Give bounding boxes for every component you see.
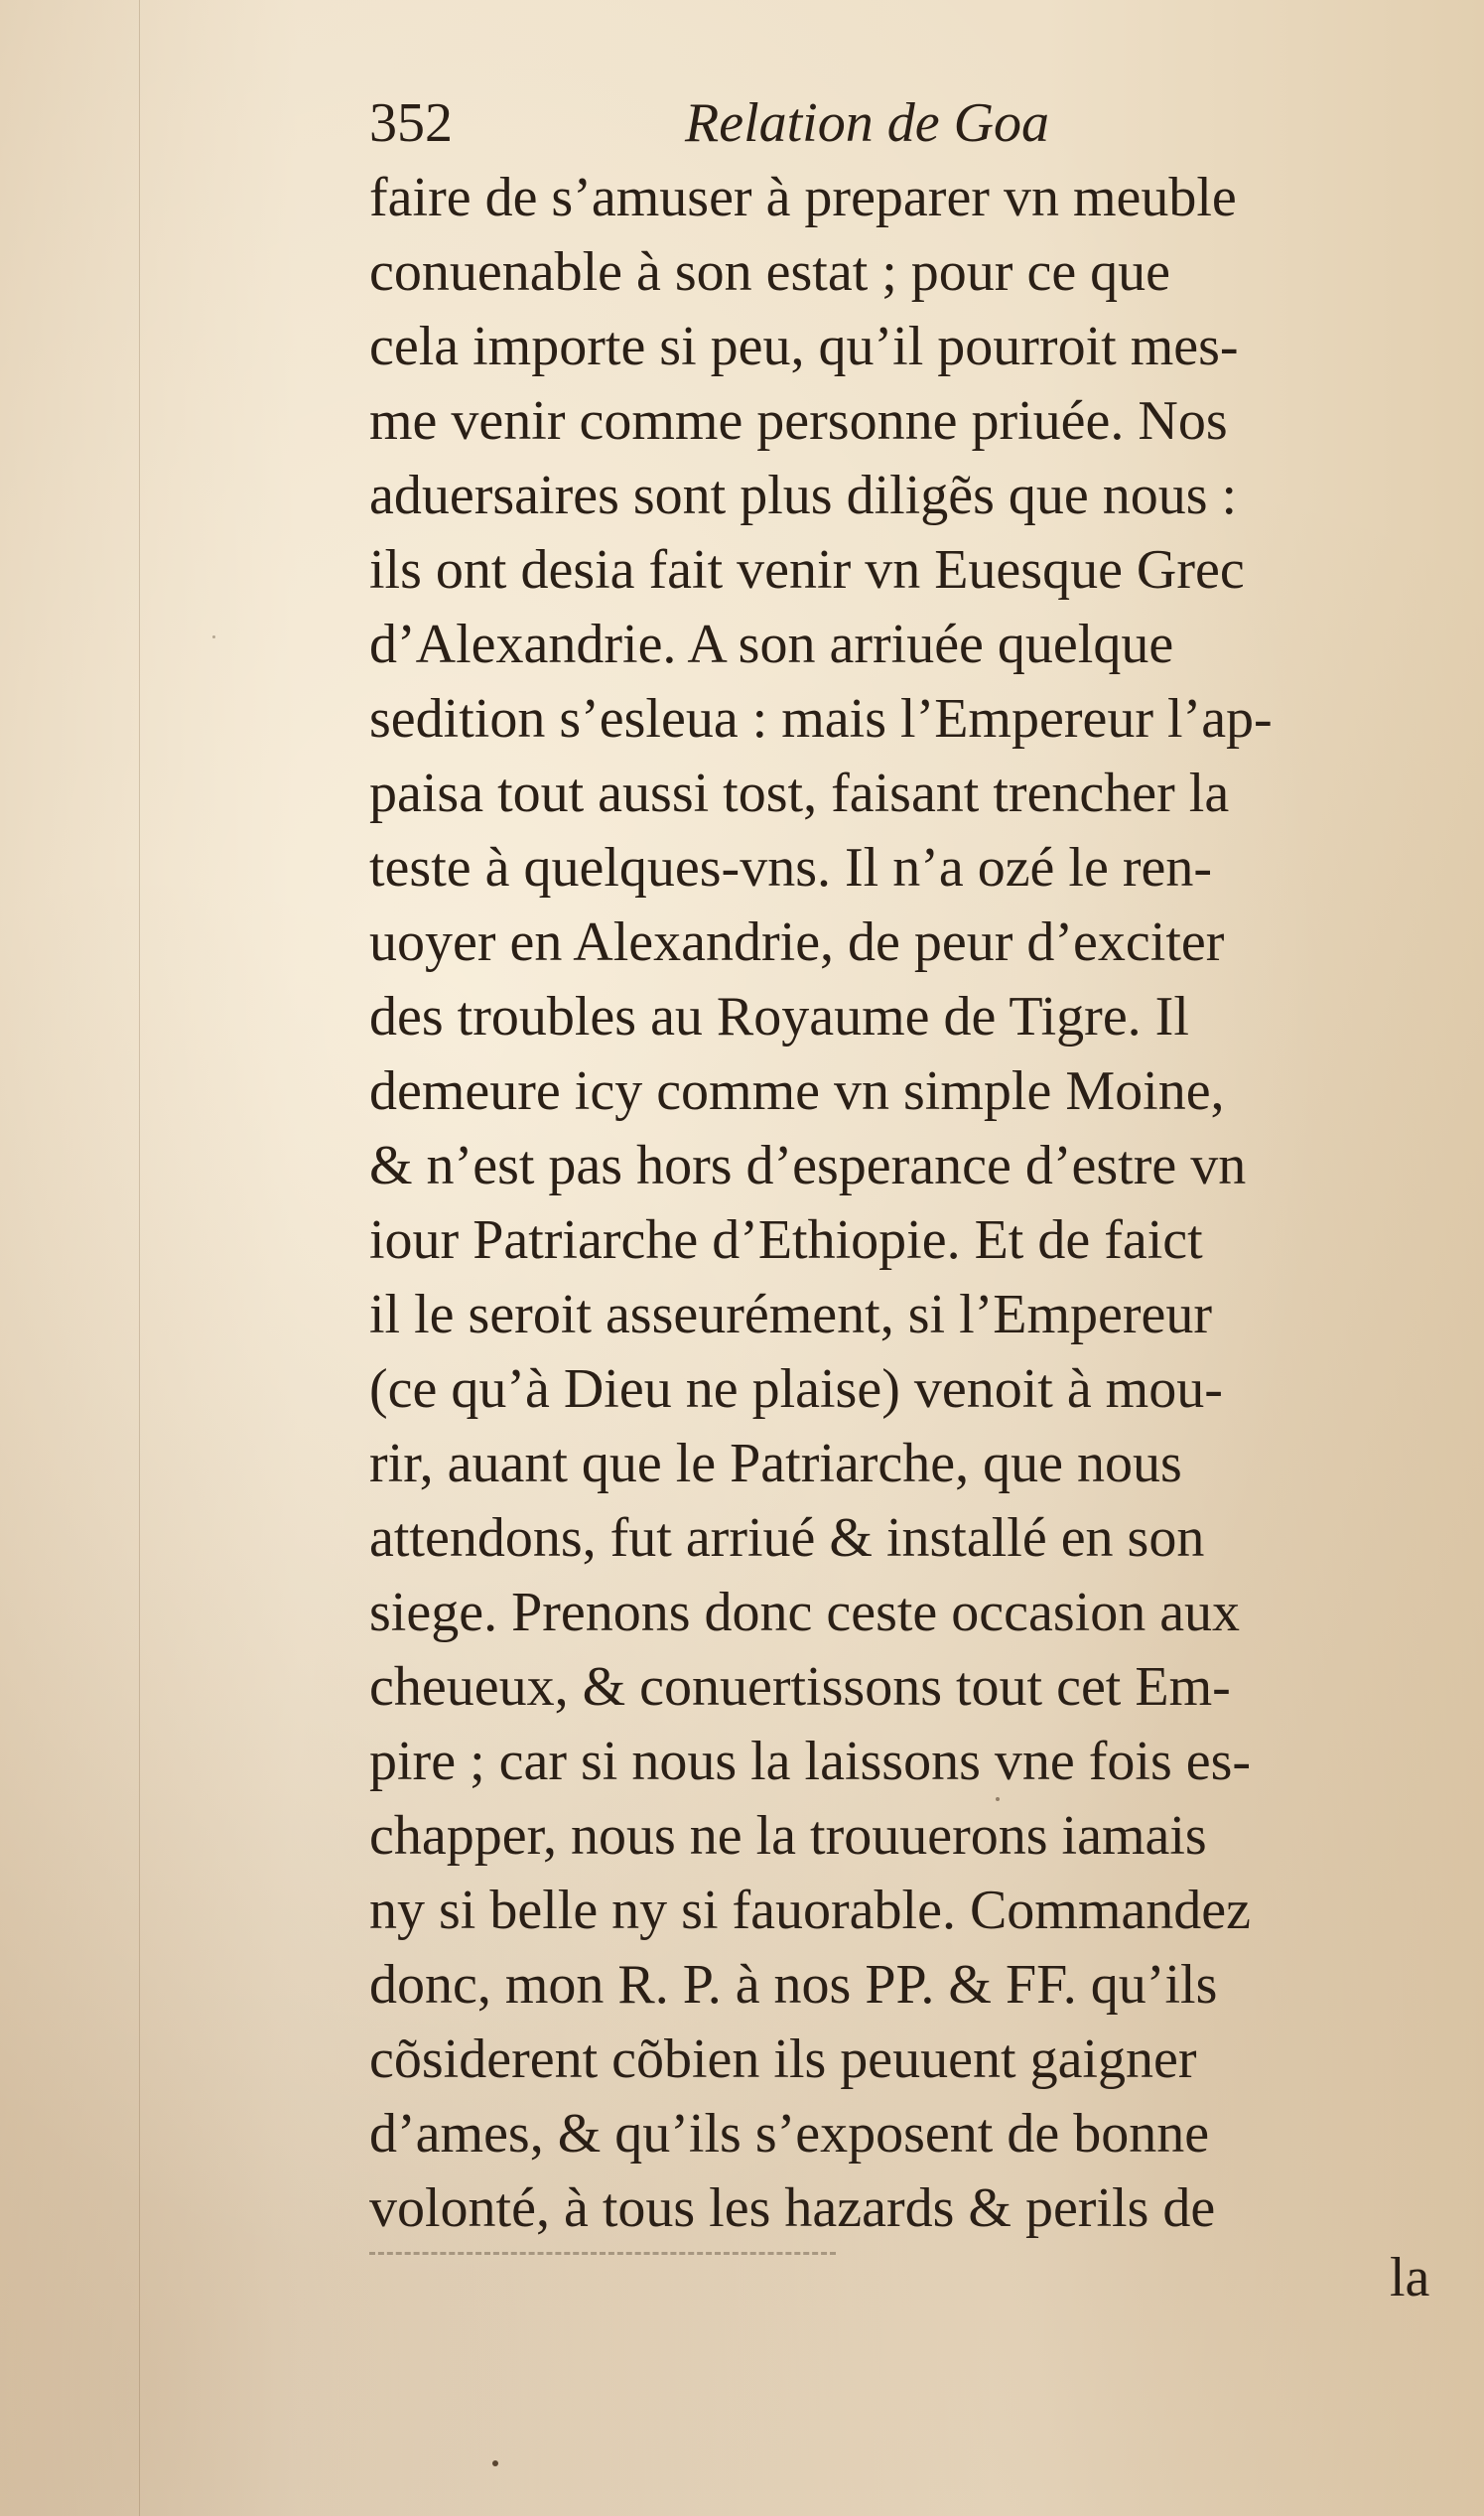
text-line: pire ; car si nous la laissons vne fois es- [369, 1731, 1252, 1792]
text-line: ny si belle ny si fauorable. Commandez [369, 1880, 1251, 1941]
running-title: Relation de Goa [685, 92, 1050, 154]
ink-speck [492, 2460, 498, 2466]
page-header [369, 91, 1461, 161]
text-line: cela importe si peu, qu’il pourroit mes- [369, 316, 1239, 377]
text-line: d’ames, & qu’ils s’exposent de bonne [369, 2103, 1210, 2165]
text-line: sedition s’esleua : mais l’Empereur l’ap- [369, 688, 1273, 750]
text-line: conuenable à son estat ; pour ce que [369, 241, 1171, 303]
body-text [369, 161, 1451, 2246]
ink-speck [212, 635, 215, 638]
text-line: faire de s’amuser à preparer vn meuble [369, 167, 1237, 228]
text-line: attendons, fut arriué & installé en son [369, 1507, 1205, 1569]
text-line: paisa tout aussi tost, faisant trencher la [369, 763, 1230, 824]
text-line: rir, auant que le Patriarche, que nous [369, 1433, 1182, 1494]
faint-rule [369, 2252, 836, 2255]
catchword: la [1390, 2247, 1430, 2308]
text-line: & n’est pas hors d’esperance d’estre vn [369, 1135, 1247, 1196]
text-line: siege. Prenons donc ceste occasion aux [369, 1582, 1241, 1643]
page-number: 352 [369, 92, 453, 154]
text-line: d’Alexandrie. A son arriuée quelque [369, 614, 1174, 675]
text-line: aduersaires sont plus diligẽs que nous : [369, 465, 1238, 526]
text-line: volonté, à tous les hazards & perils de [369, 2177, 1216, 2239]
text-line: demeure icy comme vn simple Moine, [369, 1060, 1225, 1122]
text-line: chapper, nous ne la trouuerons iamais [369, 1805, 1207, 1867]
text-line: uoyer en Alexandrie, de peur d’exciter [369, 911, 1225, 973]
text-line: cõsiderent cõbien ils peuuent gaigner [369, 2028, 1197, 2090]
text-line: donc, mon R. P. à nos PP. & FF. qu’ils [369, 1954, 1218, 2016]
text-line: ils ont desia fait venir vn Euesque Grec [369, 539, 1245, 601]
page-crease [139, 0, 140, 2516]
text-line: iour Patriarche d’Ethiopie. Et de faict [369, 1209, 1203, 1271]
text-line: il le seroit asseurément, si l’Empereur [369, 1284, 1213, 1345]
text-line: (ce qu’à Dieu ne plaise) venoit à mou- [369, 1358, 1223, 1420]
text-line: cheueux, & conuertissons tout cet Em- [369, 1656, 1231, 1718]
text-line: des troubles au Royaume de Tigre. Il [369, 986, 1189, 1048]
text-line: teste à quelques-vns. Il n’a ozé le ren- [369, 837, 1212, 899]
text-line: me venir comme personne priuée. Nos [369, 390, 1228, 452]
